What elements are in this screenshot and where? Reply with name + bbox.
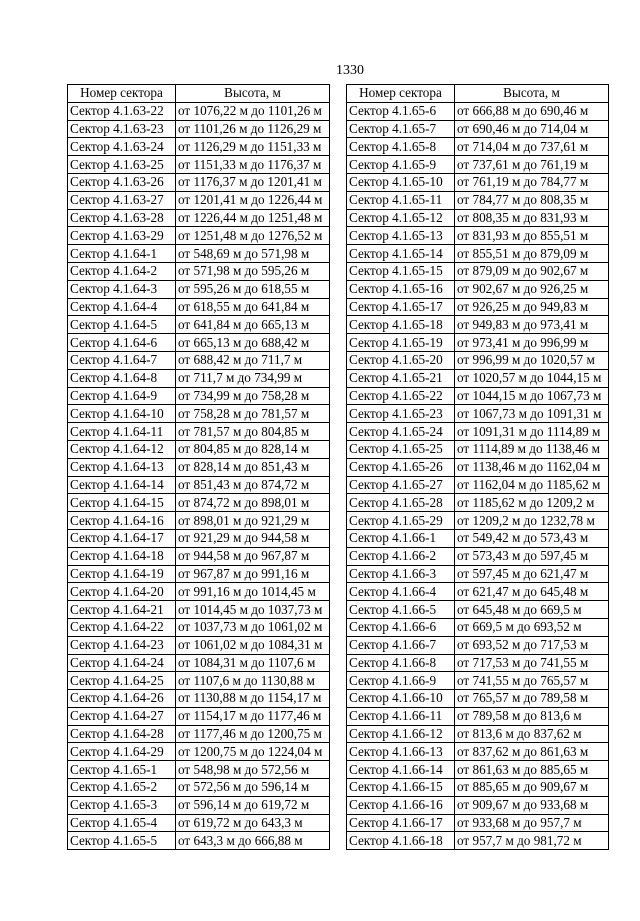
height-range-cell: от 1176,37 м до 1201,41 м [176, 173, 330, 191]
table-row [347, 440, 609, 458]
sector-cell: Сектор 4.1.65-10 [347, 173, 455, 191]
height-range-cell: от 957,7 м до 981,72 м [455, 832, 609, 850]
sector-cell: Сектор 4.1.65-29 [347, 512, 455, 530]
height-range-cell: от 784,77 м до 808,35 м [455, 191, 609, 209]
height-range-cell: от 597,45 м до 621,47 м [455, 565, 609, 583]
table-row [68, 547, 330, 565]
table-row [68, 618, 330, 636]
height-range-cell: от 944,58 м до 967,87 м [176, 547, 330, 565]
height-range-cell: от 837,62 м до 861,63 м [455, 743, 609, 761]
sector-height-table-right [346, 84, 609, 850]
header-sector: Номер сектора [347, 85, 455, 103]
table-row [347, 458, 609, 476]
height-range-cell: от 1177,46 м до 1200,75 м [176, 725, 330, 743]
height-range-cell: от 641,84 м до 665,13 м [176, 316, 330, 334]
page-number: 1330 [336, 63, 364, 78]
sector-cell: Сектор 4.1.65-4 [68, 814, 176, 832]
sector-cell: Сектор 4.1.65-9 [347, 156, 455, 174]
table-body-right [347, 102, 609, 849]
table-row [68, 779, 330, 797]
height-range-cell: от 619,72 м до 643,3 м [176, 814, 330, 832]
table-row [68, 583, 330, 601]
sector-cell: Сектор 4.1.65-26 [347, 458, 455, 476]
table-row [68, 761, 330, 779]
height-range-cell: от 666,88 м до 690,46 м [455, 102, 609, 120]
sector-cell: Сектор 4.1.66-13 [347, 743, 455, 761]
height-range-cell: от 991,16 м до 1014,45 м [176, 583, 330, 601]
sector-cell: Сектор 4.1.64-18 [68, 547, 176, 565]
height-range-cell: от 643,3 м до 666,88 м [176, 832, 330, 850]
table-row [68, 227, 330, 245]
sector-cell: Сектор 4.1.64-21 [68, 601, 176, 619]
height-range-cell: от 1162,04 м до 1185,62 м [455, 476, 609, 494]
table-row [68, 387, 330, 405]
sector-cell: Сектор 4.1.66-5 [347, 601, 455, 619]
sector-cell: Сектор 4.1.64-20 [68, 583, 176, 601]
sector-cell: Сектор 4.1.65-2 [68, 779, 176, 797]
table-row [347, 209, 609, 227]
sector-cell: Сектор 4.1.66-6 [347, 618, 455, 636]
height-range-cell: от 909,67 м до 933,68 м [455, 796, 609, 814]
sector-cell: Сектор 4.1.66-4 [347, 583, 455, 601]
sector-cell: Сектор 4.1.66-3 [347, 565, 455, 583]
sector-cell: Сектор 4.1.64-3 [68, 280, 176, 298]
sector-height-table-left [67, 84, 330, 850]
height-range-cell: от 621,47 м до 645,48 м [455, 583, 609, 601]
height-range-cell: от 1067,73 м до 1091,31 м [455, 405, 609, 423]
header-height: Высота, м [455, 85, 609, 103]
sector-cell: Сектор 4.1.66-17 [347, 814, 455, 832]
sector-cell: Сектор 4.1.64-14 [68, 476, 176, 494]
table-row [347, 156, 609, 174]
table-row [68, 405, 330, 423]
height-range-cell: от 573,43 м до 597,45 м [455, 547, 609, 565]
sector-cell: Сектор 4.1.65-28 [347, 494, 455, 512]
height-range-cell: от 645,48 м до 669,5 м [455, 601, 609, 619]
table-row [68, 672, 330, 690]
table-row [347, 120, 609, 138]
table-row [68, 298, 330, 316]
table-row [68, 565, 330, 583]
sector-cell: Сектор 4.1.64-15 [68, 494, 176, 512]
sector-cell: Сектор 4.1.64-29 [68, 743, 176, 761]
table-row [347, 832, 609, 850]
height-range-cell: от 949,83 м до 973,41 м [455, 316, 609, 334]
table-row [68, 316, 330, 334]
height-range-cell: от 926,25 м до 949,83 м [455, 298, 609, 316]
sector-cell: Сектор 4.1.64-13 [68, 458, 176, 476]
sector-cell: Сектор 4.1.63-26 [68, 173, 176, 191]
sector-cell: Сектор 4.1.65-20 [347, 351, 455, 369]
height-range-cell: от 1091,31 м до 1114,89 м [455, 423, 609, 441]
height-range-cell: от 973,41 м до 996,99 м [455, 334, 609, 352]
table-row [68, 476, 330, 494]
sector-cell: Сектор 4.1.63-28 [68, 209, 176, 227]
table-row [347, 494, 609, 512]
table-row [347, 743, 609, 761]
table-row [68, 262, 330, 280]
sector-cell: Сектор 4.1.64-19 [68, 565, 176, 583]
height-range-cell: от 548,98 м до 572,56 м [176, 761, 330, 779]
table-row [347, 583, 609, 601]
sector-cell: Сектор 4.1.66-16 [347, 796, 455, 814]
table-row [347, 529, 609, 547]
table-row [68, 529, 330, 547]
sector-cell: Сектор 4.1.64-27 [68, 707, 176, 725]
sector-cell: Сектор 4.1.64-25 [68, 672, 176, 690]
height-range-cell: от 688,42 м до 711,7 м [176, 351, 330, 369]
height-range-cell: от 874,72 м до 898,01 м [176, 494, 330, 512]
table-row [68, 690, 330, 708]
height-range-cell: от 831,93 м до 855,51 м [455, 227, 609, 245]
height-range-cell: от 761,19 м до 784,77 м [455, 173, 609, 191]
sector-cell: Сектор 4.1.65-17 [347, 298, 455, 316]
table-row [68, 458, 330, 476]
table-row [68, 725, 330, 743]
height-range-cell: от 808,35 м до 831,93 м [455, 209, 609, 227]
table-row [347, 334, 609, 352]
table-header-row [347, 85, 609, 103]
sector-cell: Сектор 4.1.64-1 [68, 245, 176, 263]
sector-cell: Сектор 4.1.66-15 [347, 779, 455, 797]
table-row [347, 316, 609, 334]
sector-cell: Сектор 4.1.66-8 [347, 654, 455, 672]
height-range-cell: от 1114,89 м до 1138,46 м [455, 440, 609, 458]
sector-cell: Сектор 4.1.66-2 [347, 547, 455, 565]
sector-cell: Сектор 4.1.66-11 [347, 707, 455, 725]
height-range-cell: от 1201,41 м до 1226,44 м [176, 191, 330, 209]
table-row [347, 262, 609, 280]
table-row [68, 832, 330, 850]
height-range-cell: от 758,28 м до 781,57 м [176, 405, 330, 423]
height-range-cell: от 1209,2 м до 1232,78 м [455, 512, 609, 530]
height-range-cell: от 1020,57 м до 1044,15 м [455, 369, 609, 387]
table-row [347, 423, 609, 441]
table-row [68, 796, 330, 814]
table-row [68, 707, 330, 725]
table-row [347, 565, 609, 583]
sector-cell: Сектор 4.1.65-21 [347, 369, 455, 387]
table-row [347, 779, 609, 797]
sector-cell: Сектор 4.1.63-22 [68, 102, 176, 120]
height-range-cell: от 714,04 м до 737,61 м [455, 138, 609, 156]
height-range-cell: от 1138,46 м до 1162,04 м [455, 458, 609, 476]
sector-cell: Сектор 4.1.65-7 [347, 120, 455, 138]
sector-cell: Сектор 4.1.63-25 [68, 156, 176, 174]
height-range-cell: от 595,26 м до 618,55 м [176, 280, 330, 298]
height-range-cell: от 618,55 м до 641,84 м [176, 298, 330, 316]
table-row [347, 298, 609, 316]
sector-cell: Сектор 4.1.65-24 [347, 423, 455, 441]
sector-cell: Сектор 4.1.65-8 [347, 138, 455, 156]
table-row [347, 387, 609, 405]
height-range-cell: от 996,99 м до 1020,57 м [455, 351, 609, 369]
table-row [347, 707, 609, 725]
height-range-cell: от 879,09 м до 902,67 м [455, 262, 609, 280]
height-range-cell: от 690,46 м до 714,04 м [455, 120, 609, 138]
table-row [68, 245, 330, 263]
height-range-cell: от 572,56 м до 596,14 м [176, 779, 330, 797]
table-row [68, 334, 330, 352]
sector-cell: Сектор 4.1.65-12 [347, 209, 455, 227]
sector-cell: Сектор 4.1.66-1 [347, 529, 455, 547]
table-row [347, 351, 609, 369]
height-range-cell: от 741,55 м до 765,57 м [455, 672, 609, 690]
table-row [68, 120, 330, 138]
sector-cell: Сектор 4.1.65-3 [68, 796, 176, 814]
sector-cell: Сектор 4.1.65-18 [347, 316, 455, 334]
table-row [68, 423, 330, 441]
table-row [347, 245, 609, 263]
sector-cell: Сектор 4.1.65-13 [347, 227, 455, 245]
height-range-cell: от 804,85 м до 828,14 м [176, 440, 330, 458]
table-row [347, 814, 609, 832]
table-row [68, 369, 330, 387]
height-range-cell: от 665,13 м до 688,42 м [176, 334, 330, 352]
table-row [347, 618, 609, 636]
table-row [68, 814, 330, 832]
table-row [347, 636, 609, 654]
height-range-cell: от 765,57 м до 789,58 м [455, 690, 609, 708]
height-range-cell: от 596,14 м до 619,72 м [176, 796, 330, 814]
sector-cell: Сектор 4.1.64-28 [68, 725, 176, 743]
sector-cell: Сектор 4.1.64-26 [68, 690, 176, 708]
height-range-cell: от 669,5 м до 693,52 м [455, 618, 609, 636]
header-sector: Номер сектора [68, 85, 176, 103]
table-row [68, 280, 330, 298]
table-row [68, 156, 330, 174]
sector-cell: Сектор 4.1.64-24 [68, 654, 176, 672]
table-row [347, 173, 609, 191]
table-body-left [68, 102, 330, 849]
table-row [347, 405, 609, 423]
height-range-cell: от 813,6 м до 837,62 м [455, 725, 609, 743]
table-row [347, 476, 609, 494]
sector-cell: Сектор 4.1.65-25 [347, 440, 455, 458]
sector-cell: Сектор 4.1.64-7 [68, 351, 176, 369]
height-range-cell: от 711,7 м до 734,99 м [176, 369, 330, 387]
height-range-cell: от 717,53 м до 741,55 м [455, 654, 609, 672]
table-row [68, 654, 330, 672]
table-row [68, 351, 330, 369]
height-range-cell: от 549,42 м до 573,43 м [455, 529, 609, 547]
table-row [347, 796, 609, 814]
height-range-cell: от 1200,75 м до 1224,04 м [176, 743, 330, 761]
sector-cell: Сектор 4.1.65-23 [347, 405, 455, 423]
table-row [347, 672, 609, 690]
height-range-cell: от 789,58 м до 813,6 м [455, 707, 609, 725]
height-range-cell: от 1185,62 м до 1209,2 м [455, 494, 609, 512]
height-range-cell: от 1084,31 м до 1107,6 м [176, 654, 330, 672]
sector-cell: Сектор 4.1.66-18 [347, 832, 455, 850]
sector-cell: Сектор 4.1.64-9 [68, 387, 176, 405]
height-range-cell: от 885,65 м до 909,67 м [455, 779, 609, 797]
height-range-cell: от 851,43 м до 874,72 м [176, 476, 330, 494]
sector-cell: Сектор 4.1.63-23 [68, 120, 176, 138]
table-row [68, 102, 330, 120]
table-row [347, 138, 609, 156]
height-range-cell: от 1151,33 м до 1176,37 м [176, 156, 330, 174]
sector-cell: Сектор 4.1.66-10 [347, 690, 455, 708]
height-range-cell: от 693,52 м до 717,53 м [455, 636, 609, 654]
height-range-cell: от 571,98 м до 595,26 м [176, 262, 330, 280]
table-row [68, 173, 330, 191]
table-row [68, 138, 330, 156]
height-range-cell: от 902,67 м до 926,25 м [455, 280, 609, 298]
sector-cell: Сектор 4.1.64-5 [68, 316, 176, 334]
table-row [68, 494, 330, 512]
height-range-cell: от 781,57 м до 804,85 м [176, 423, 330, 441]
height-range-cell: от 1154,17 м до 1177,46 м [176, 707, 330, 725]
table-row [347, 690, 609, 708]
height-range-cell: от 933,68 м до 957,7 м [455, 814, 609, 832]
table-row [347, 369, 609, 387]
table-row [347, 725, 609, 743]
height-range-cell: от 1126,29 м до 1151,33 м [176, 138, 330, 156]
sector-cell: Сектор 4.1.64-11 [68, 423, 176, 441]
sector-cell: Сектор 4.1.66-14 [347, 761, 455, 779]
sector-cell: Сектор 4.1.64-2 [68, 262, 176, 280]
table-row [347, 191, 609, 209]
sector-cell: Сектор 4.1.63-27 [68, 191, 176, 209]
height-range-cell: от 1130,88 м до 1154,17 м [176, 690, 330, 708]
sector-cell: Сектор 4.1.66-7 [347, 636, 455, 654]
height-range-cell: от 855,51 м до 879,09 м [455, 245, 609, 263]
table-row [347, 547, 609, 565]
height-range-cell: от 1076,22 м до 1101,26 м [176, 102, 330, 120]
sector-cell: Сектор 4.1.64-4 [68, 298, 176, 316]
height-range-cell: от 737,61 м до 761,19 м [455, 156, 609, 174]
sector-cell: Сектор 4.1.65-5 [68, 832, 176, 850]
table-row [347, 761, 609, 779]
height-range-cell: от 1044,15 м до 1067,73 м [455, 387, 609, 405]
sector-cell: Сектор 4.1.65-1 [68, 761, 176, 779]
table-row [68, 191, 330, 209]
table-row [347, 601, 609, 619]
sector-cell: Сектор 4.1.66-12 [347, 725, 455, 743]
sector-cell: Сектор 4.1.64-12 [68, 440, 176, 458]
table-row [347, 654, 609, 672]
table-row [68, 601, 330, 619]
sector-cell: Сектор 4.1.65-15 [347, 262, 455, 280]
sector-cell: Сектор 4.1.65-6 [347, 102, 455, 120]
height-range-cell: от 898,01 м до 921,29 м [176, 512, 330, 530]
table-row [68, 209, 330, 227]
height-range-cell: от 1061,02 м до 1084,31 м [176, 636, 330, 654]
sector-cell: Сектор 4.1.65-14 [347, 245, 455, 263]
height-range-cell: от 1226,44 м до 1251,48 м [176, 209, 330, 227]
sector-cell: Сектор 4.1.63-24 [68, 138, 176, 156]
height-range-cell: от 1101,26 м до 1126,29 м [176, 120, 330, 138]
height-range-cell: от 1251,48 м до 1276,52 м [176, 227, 330, 245]
sector-cell: Сектор 4.1.64-16 [68, 512, 176, 530]
sector-cell: Сектор 4.1.64-8 [68, 369, 176, 387]
sector-cell: Сектор 4.1.64-6 [68, 334, 176, 352]
header-height: Высота, м [176, 85, 330, 103]
table-header-row [68, 85, 330, 103]
table-row [347, 280, 609, 298]
sector-cell: Сектор 4.1.64-23 [68, 636, 176, 654]
table-row [347, 512, 609, 530]
sector-cell: Сектор 4.1.65-19 [347, 334, 455, 352]
height-range-cell: от 828,14 м до 851,43 м [176, 458, 330, 476]
sector-cell: Сектор 4.1.65-22 [347, 387, 455, 405]
table-row [68, 743, 330, 761]
sector-cell: Сектор 4.1.65-11 [347, 191, 455, 209]
height-range-cell: от 967,87 м до 991,16 м [176, 565, 330, 583]
height-range-cell: от 921,29 м до 944,58 м [176, 529, 330, 547]
height-range-cell: от 861,63 м до 885,65 м [455, 761, 609, 779]
height-range-cell: от 734,99 м до 758,28 м [176, 387, 330, 405]
height-range-cell: от 1014,45 м до 1037,73 м [176, 601, 330, 619]
height-range-cell: от 1107,6 м до 1130,88 м [176, 672, 330, 690]
sector-cell: Сектор 4.1.66-9 [347, 672, 455, 690]
sector-cell: Сектор 4.1.64-10 [68, 405, 176, 423]
height-range-cell: от 548,69 м до 571,98 м [176, 245, 330, 263]
table-row [68, 636, 330, 654]
sector-cell: Сектор 4.1.64-22 [68, 618, 176, 636]
sector-cell: Сектор 4.1.64-17 [68, 529, 176, 547]
sector-cell: Сектор 4.1.65-27 [347, 476, 455, 494]
sector-cell: Сектор 4.1.63-29 [68, 227, 176, 245]
table-row [347, 227, 609, 245]
table-row [68, 440, 330, 458]
table-row [68, 512, 330, 530]
sector-cell: Сектор 4.1.65-16 [347, 280, 455, 298]
height-range-cell: от 1037,73 м до 1061,02 м [176, 618, 330, 636]
table-row [347, 102, 609, 120]
